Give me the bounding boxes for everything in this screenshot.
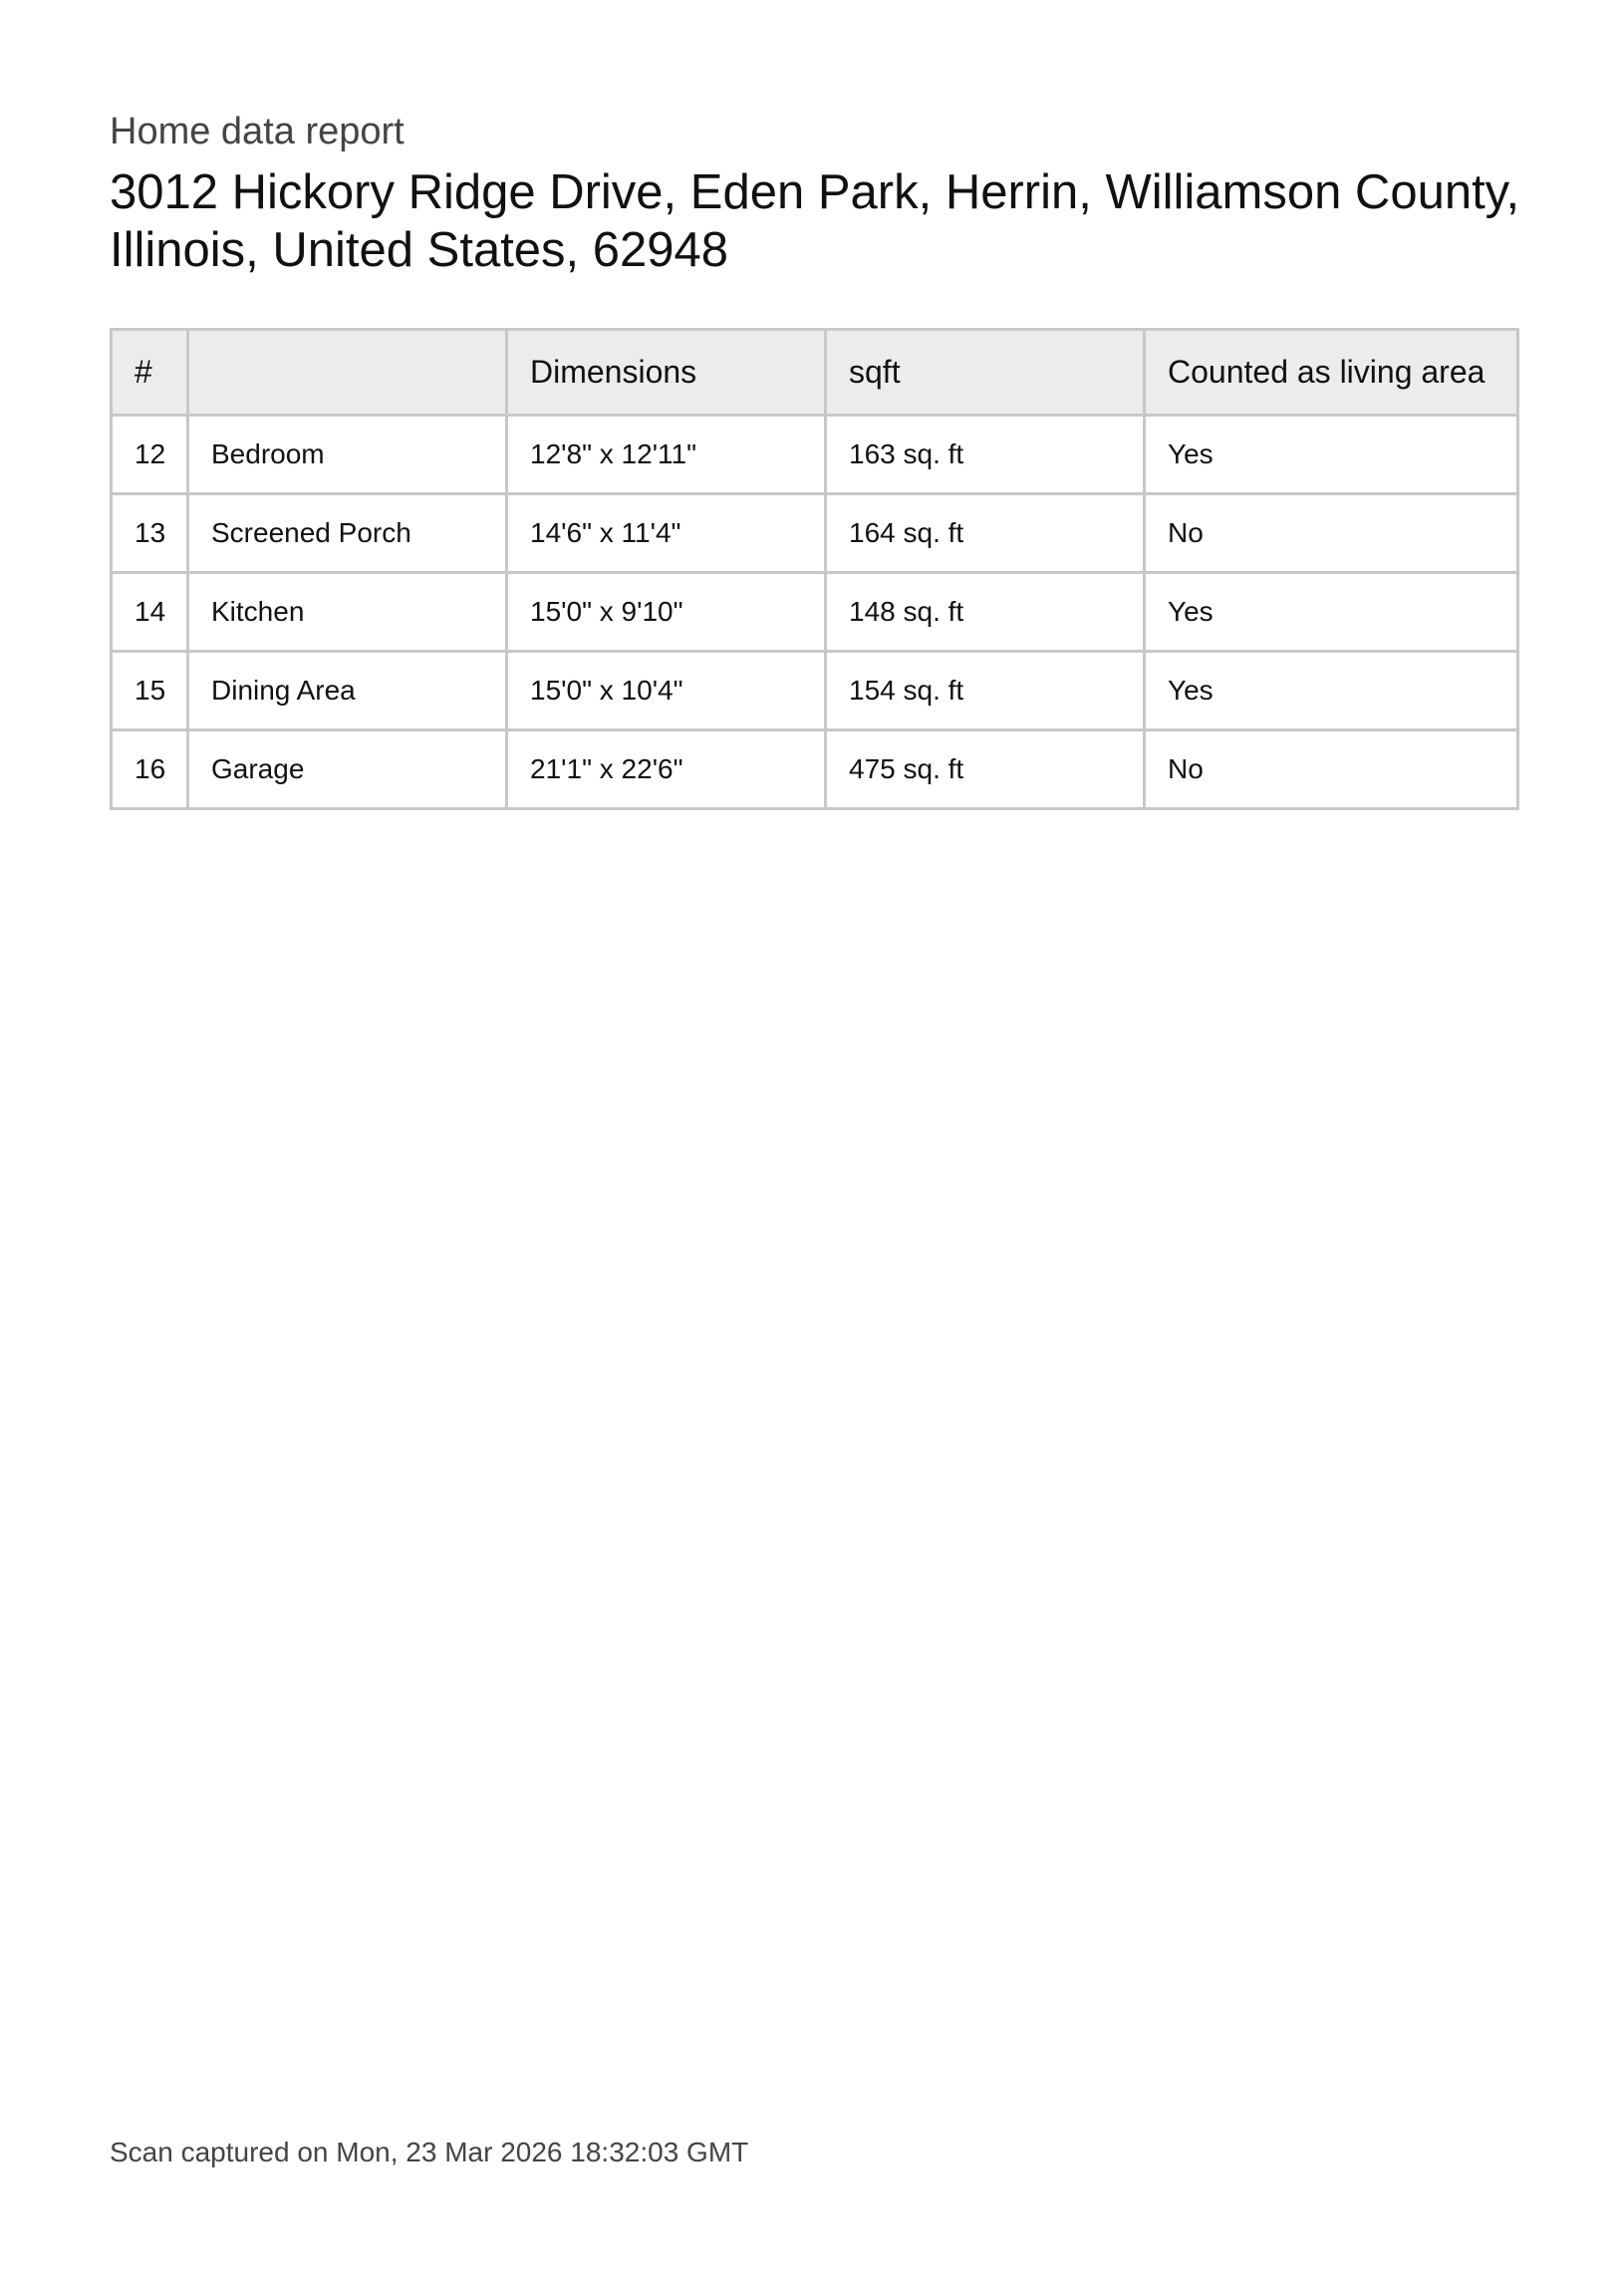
row-number: 13 [112,494,188,573]
room-name: Kitchen [188,573,507,652]
header-room-name [188,330,507,416]
header-living-area: Counted as living area [1145,330,1518,416]
table-header-row [112,330,1518,416]
room-dimensions: 12'8" x 12'11" [507,416,826,494]
row-number: 12 [112,416,188,494]
room-dimensions: 15'0" x 9'10" [507,573,826,652]
room-living-area: Yes [1145,573,1518,652]
table-row [112,573,1518,652]
scan-timestamp: Scan captured on Mon, 23 Mar 2026 18:32:03 GMT [110,2137,749,2167]
rooms-table [110,328,1519,810]
table-body [112,416,1518,809]
room-sqft: 163 sq. ft [826,416,1145,494]
table-row [112,652,1518,730]
room-name: Garage [188,730,507,809]
header-number: # [112,330,188,416]
room-dimensions: 21'1" x 22'6" [507,730,826,809]
room-dimensions: 14'6" x 11'4" [507,494,826,573]
room-name: Screened Porch [188,494,507,573]
room-living-area: Yes [1145,652,1518,730]
room-living-area: Yes [1145,416,1518,494]
room-sqft: 475 sq. ft [826,730,1145,809]
table-row [112,494,1518,573]
room-name: Bedroom [188,416,507,494]
row-number: 16 [112,730,188,809]
room-name: Dining Area [188,652,507,730]
table-row [112,730,1518,809]
row-number: 14 [112,573,188,652]
header-dimensions: Dimensions [507,330,826,416]
header-sqft: sqft [826,330,1145,416]
row-number: 15 [112,652,188,730]
report-subtitle: Home data report [110,111,405,152]
room-sqft: 148 sq. ft [826,573,1145,652]
room-sqft: 164 sq. ft [826,494,1145,573]
room-dimensions: 15'0" x 10'4" [507,652,826,730]
property-address-title: 3012 Hickory Ridge Drive, Eden Park, Herrin, Williamson County, Illinois, United States, 62948 [110,165,1520,277]
room-living-area: No [1145,494,1518,573]
room-sqft: 154 sq. ft [826,652,1145,730]
room-living-area: No [1145,730,1518,809]
table-header [112,330,1518,416]
table-row [112,416,1518,494]
